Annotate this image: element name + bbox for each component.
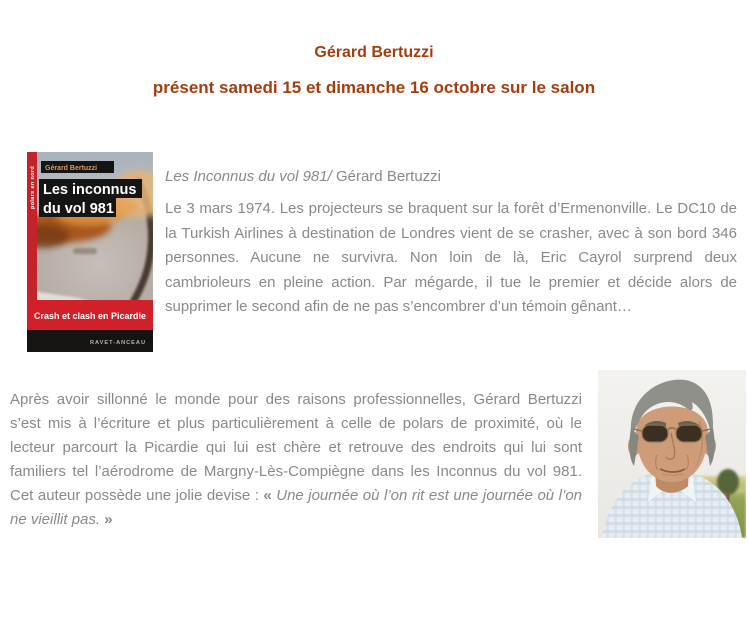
author-motto: Une journée où l’on rit est une journée où l’on ne vieillit pas. — [10, 487, 582, 528]
author-bio — [10, 370, 582, 538]
author-bio-text: Après avoir sillonné le monde pour des raisons professionnelles, Gérard Bertuzzi s’est mis à l’écriture et plus particulièrement à celle de polars de proximité, où le lecteur parcourt la Picardie qui lui est chère et retrouve des endroits qui lui sont familiers tel l’aérodrome de Margny-Lès-Compiègne dans les Inconnus du vol 981. Cet auteur possède une jolie devise : — [10, 391, 582, 504]
page-title: Gérard Bertuzzi — [314, 44, 434, 61]
book-heading-title: Les Inconnus du vol 981/ — [165, 168, 332, 185]
book-section — [27, 152, 737, 352]
book-heading — [165, 167, 737, 186]
sunglasses-lens — [676, 425, 702, 442]
cover-author-label: Gérard Bertuzzi — [45, 165, 98, 172]
cover-title-line2: du vol 981 — [43, 201, 114, 217]
cover-spine-label: polars en nord — [30, 165, 36, 209]
author-section — [10, 370, 746, 538]
cover-title-line1: Les inconnus — [43, 182, 137, 198]
book-description-block — [165, 152, 737, 352]
book-description: Le 3 mars 1974. Les projecteurs se braquent sur la forêt d’Ermenonville. Le DC10 de la Turkish Airlines à destination de Londres vient de se crasher, avec à son bord 346 personnes. Aucune ne survivra. Non loin de là, Eric Cayrol surprend deux cambrioleurs en pleine action. Par mégarde, il tue le premier et décide alors de supprimer le second afin de ne pas s’encombrer d’un témoin gênant… — [165, 200, 737, 315]
page-header — [0, 43, 748, 98]
open-guillemet: « — [263, 487, 277, 504]
close-guillemet: » — [100, 511, 113, 528]
page-subtitle: présent samedi 15 et dimanche 16 octobre sur le salon — [152, 78, 596, 97]
author-photo — [598, 370, 746, 538]
book-heading-author: Gérard Bertuzzi — [331, 168, 442, 185]
cover-publisher: RAVET-ANCEAU — [89, 340, 146, 346]
sunglasses-lens — [642, 425, 668, 442]
cover-tagline: Crash et clash en Picardie — [33, 311, 147, 321]
book-cover-image — [27, 152, 153, 352]
cover-engine-slot — [73, 248, 97, 254]
